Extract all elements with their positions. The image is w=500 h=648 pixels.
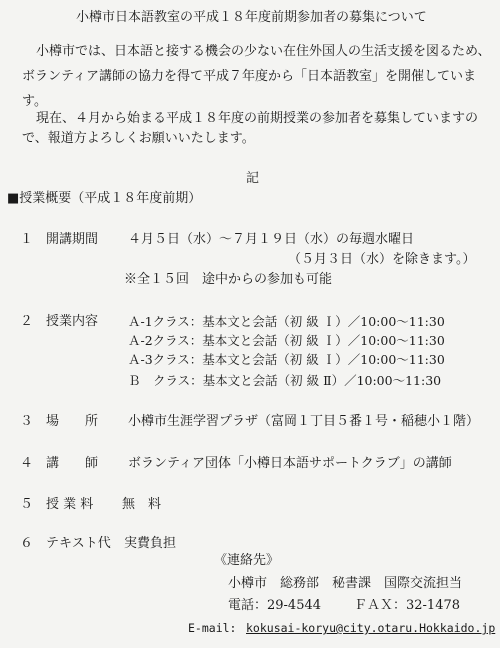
place-value: 小樽市生涯学習プラザ（富岡１丁目５番１号・稲穂小１階） [128, 414, 480, 429]
page-title: 小樽市日本語教室の平成１８年度前期参加者の募集について [76, 10, 427, 25]
email-link[interactable]: kokusai-koryu@city.otaru.Hokkaido.jp [246, 621, 496, 635]
class-row: Ａ-1クラス：基本文と会話（初 級 Ｉ）／10:00～11:30 [128, 314, 445, 329]
period-note: ※全１５回 途中からの参加も可能 [124, 272, 333, 287]
textbook-value: 実費負担 [124, 536, 177, 551]
fee-value: 無 料 [122, 497, 162, 512]
period-line: （５月３日（水）を除きます。） [288, 252, 476, 267]
ki-mark: 記 [246, 171, 260, 186]
item-label-textbook: テキスト代 [46, 536, 111, 551]
item-label-fee: 授 業 料 [46, 497, 94, 512]
intro-line: で、報道方よろしくお願いいたします。 [22, 131, 255, 146]
intro-line: す。 [22, 94, 47, 109]
email-label: E-mail: [188, 621, 237, 635]
class-row: Ａ-3クラス：基本文と会話（初 級 Ｉ）／10:00～11:30 [128, 352, 445, 367]
item-number: １ [20, 232, 34, 247]
contact-fax: ＦＡＸ：32-1478 [354, 598, 461, 613]
item-label-content: 授業内容 [46, 314, 99, 329]
intro-line: 現在、４月から始まる平成１８年度の前期授業の参加者を募集していますの [36, 111, 479, 126]
contact-tel: 電話：29-4544 [228, 598, 322, 613]
item-number: ４ [20, 456, 34, 471]
intro-line: ボランティア講師の協力を得て平成７年度から「日本語教室」を開催していま [22, 69, 476, 84]
intro-line: 小樽市では、日本語と接する機会の少ない在住外国人の生活支援を図るため、 [36, 44, 491, 59]
contact-heading: 《連絡先》 [214, 553, 280, 568]
item-label-teacher: 講 師 [46, 456, 99, 471]
item-number: ２ [20, 314, 34, 329]
teacher-value: ボランティア団体「小樽日本語サポートクラブ」の講師 [128, 456, 452, 471]
item-number: ５ [20, 497, 34, 512]
item-label-place: 場 所 [46, 414, 99, 429]
item-number: ６ [20, 536, 34, 551]
contact-org: 小樽市 総務部 秘書課 国際交流担当 [228, 576, 463, 591]
class-row: Ｂ クラス：基本文と会話（初 級 Ⅱ）／10:00～11:30 [128, 373, 442, 388]
section-heading: ■授業概要（平成１８年度前期） [7, 191, 202, 206]
period-line: ４月５日（水）～７月１９日（水）の毎週水曜日 [128, 232, 415, 247]
item-label-period: 開講期間 [46, 232, 99, 247]
item-number: ３ [20, 414, 34, 429]
class-row: Ａ-2クラス：基本文と会話（初 級 Ｉ）／10:00～11:30 [128, 333, 445, 348]
